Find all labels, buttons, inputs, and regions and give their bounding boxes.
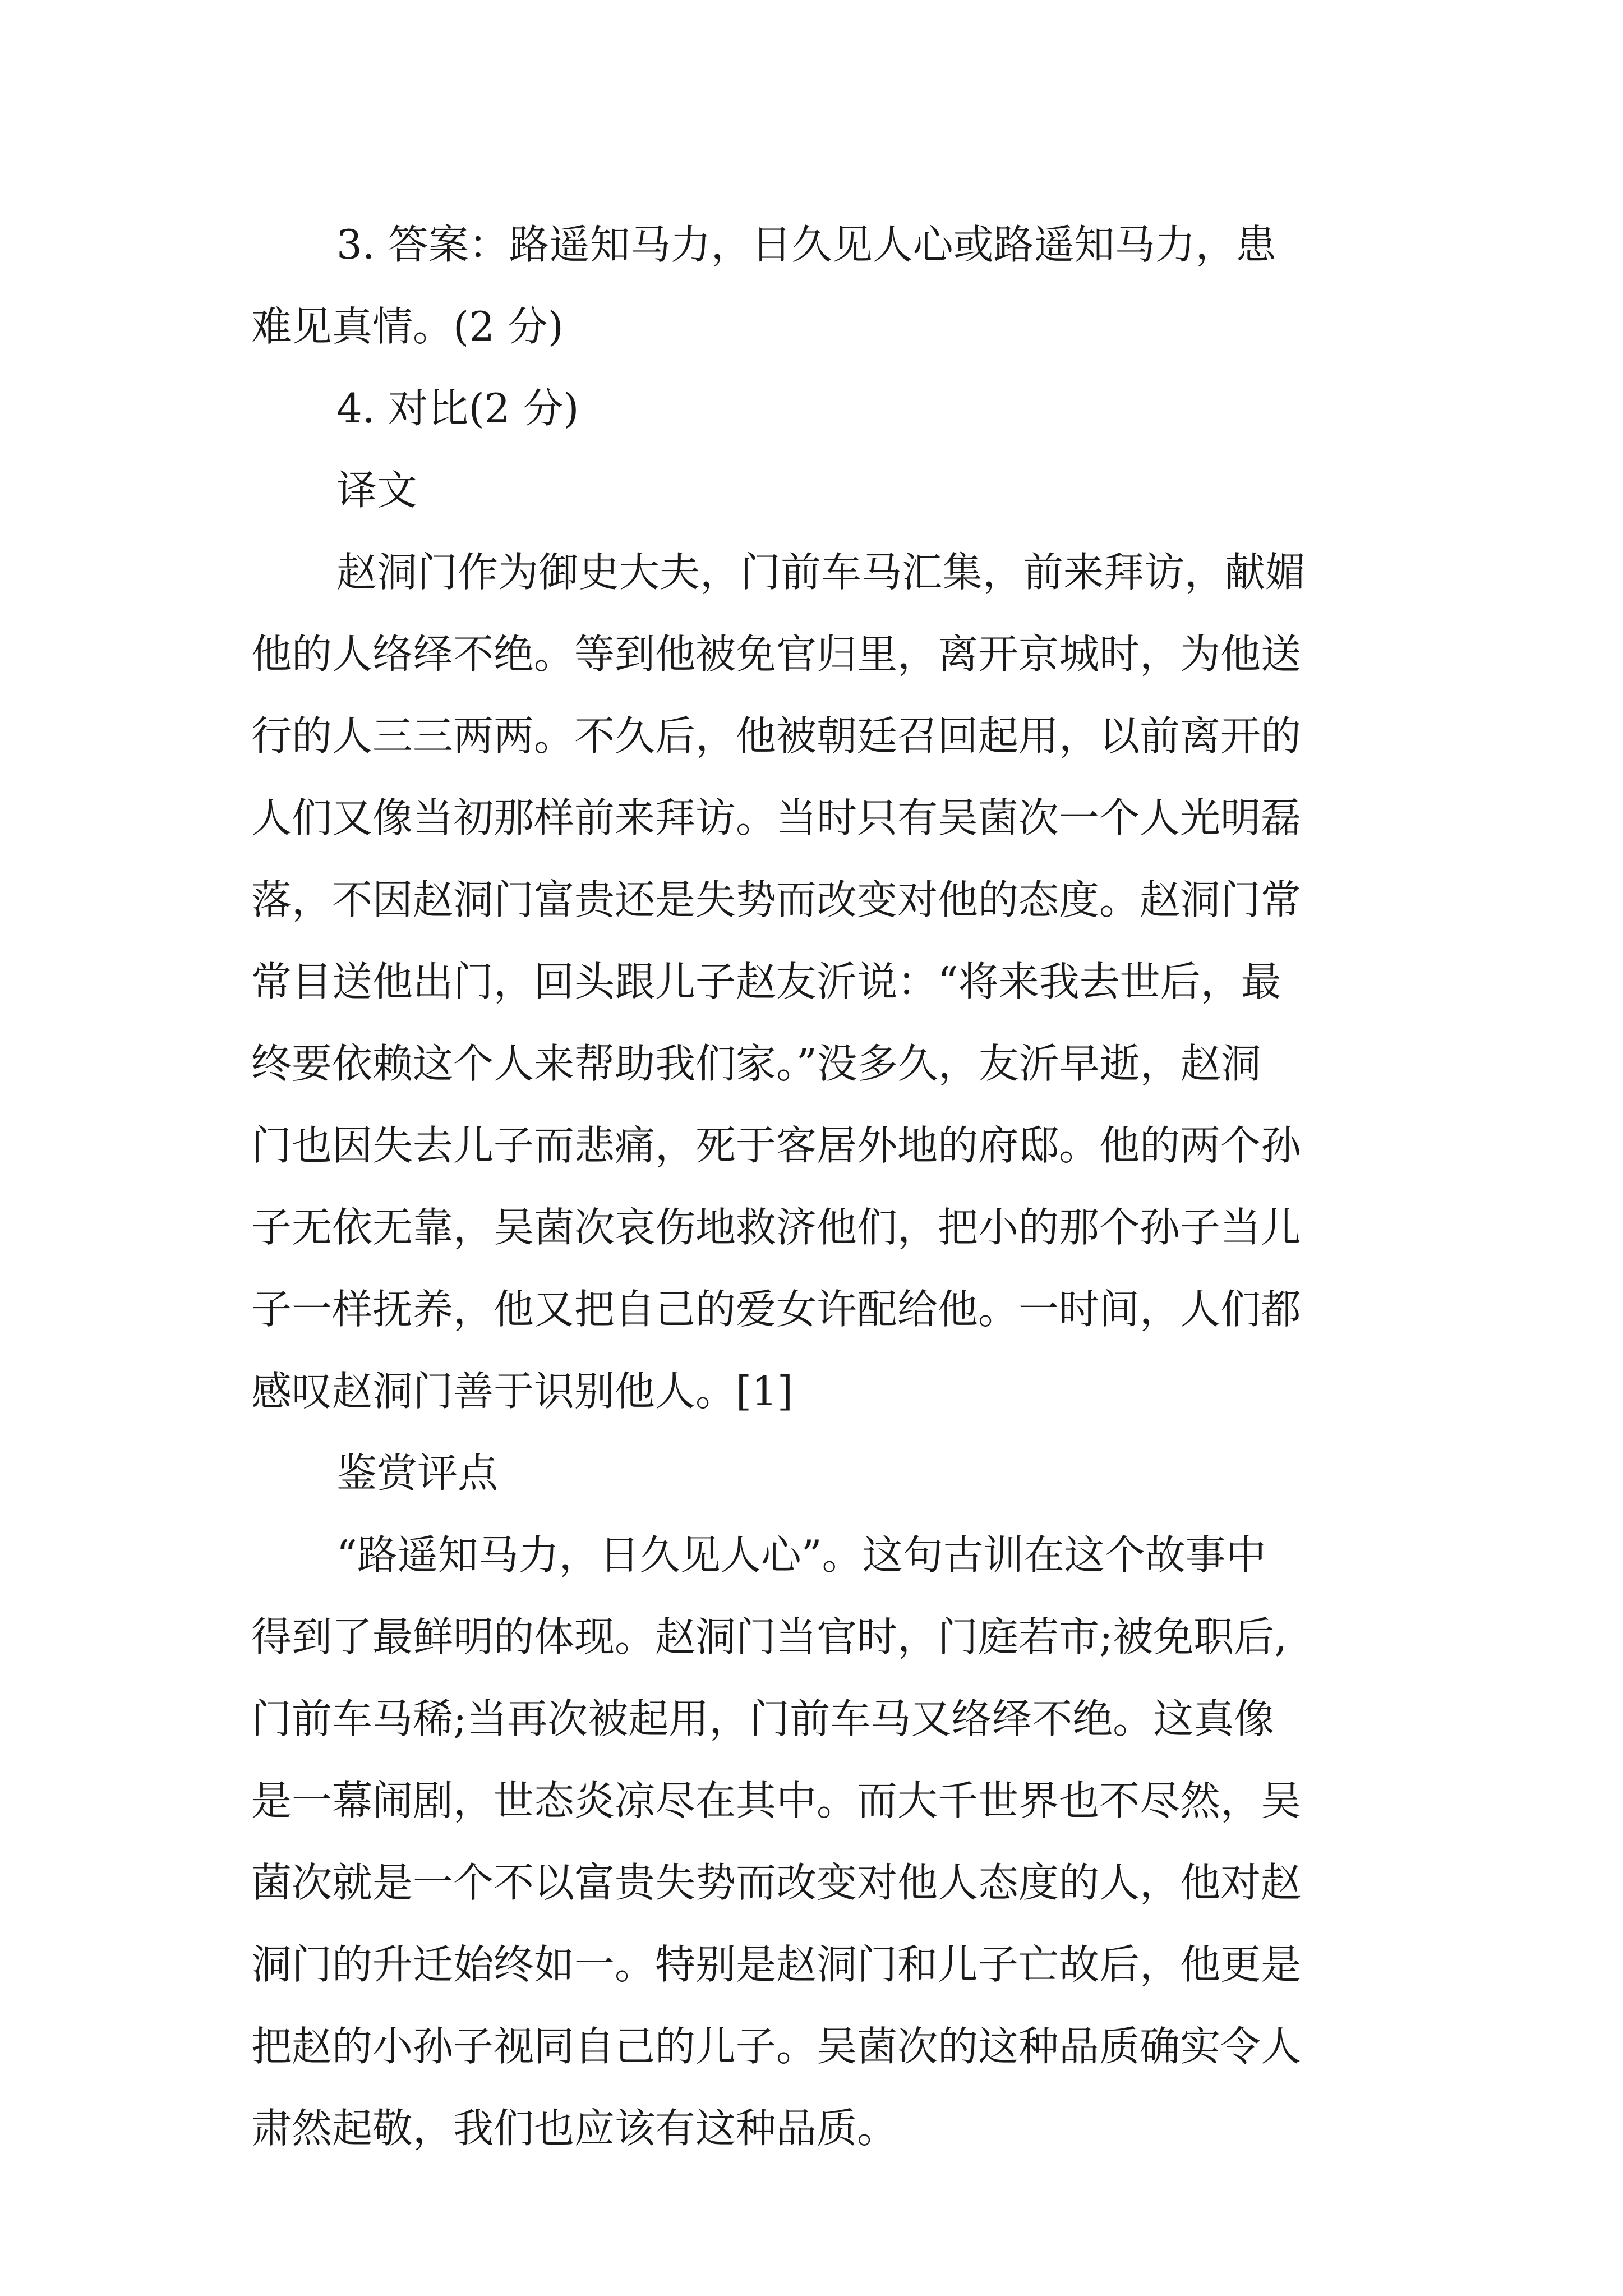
translation-line: 人们又像当初那样前来拜访。当时只有吴菌次一个人光明磊 [251,794,1302,841]
appreciation-line: 把赵的小孙子视同自己的儿子。吴菌次的这种品质确实令人 [251,2023,1302,2070]
translation-line: 子无依无靠，吴菌次哀伤地救济他们，把小的那个孙子当儿 [251,1204,1302,1251]
appreciation-line: 菌次就是一个不以富贵失势而改变对他人态度的人，他对赵 [251,1859,1302,1906]
answer-4: 4. 对比(2 分) [336,385,579,432]
appreciation-line: 得到了最鲜明的体现。赵洞门当官时，门庭若市;被免职后, [251,1613,1288,1660]
translation-heading: 译文 [336,467,418,514]
appreciation-line: 是一幕闹剧，世态炎凉尽在其中。而大千世界也不尽然，吴 [251,1777,1302,1824]
appreciation-line: “路遥知马力，日久见人心”。这句古训在这个故事中 [336,1531,1266,1579]
translation-line: 行的人三三两两。不久后，他被朝廷召回起用，以前离开的 [251,712,1302,760]
appreciation-line: 肃然起敬，我们也应该有这种品质。 [251,2105,898,2152]
translation-line: 终要依赖这个人来帮助我们家。”没多久，友沂早逝，赵洞 [251,1040,1261,1087]
appreciation-heading: 鉴赏评点 [336,1450,499,1497]
translation-line: 常目送他出门，回头跟儿子赵友沂说：“将来我去世后，最 [251,958,1281,1005]
translation-line: 感叹赵洞门善于识别他人。[1] [251,1368,793,1415]
translation-line: 落，不因赵洞门富贵还是失势而改变对他的态度。赵洞门常 [251,876,1302,923]
translation-line: 子一样抚养，他又把自己的爱女许配给他。一时间，人们都 [251,1286,1302,1333]
answer-3-line-2: 难见真情。(2 分) [251,303,564,350]
appreciation-line: 门前车马稀;当再次被起用，门前车马又络绎不绝。这真像 [251,1695,1275,1742]
appreciation-line: 洞门的升迁始终如一。特别是赵洞门和儿子亡故后，他更是 [251,1941,1302,1988]
translation-line: 门也因失去儿子而悲痛，死于客居外地的府邸。他的两个孙 [251,1122,1302,1169]
translation-line: 赵洞门作为御史大夫，门前车马汇集，前来拜访，献媚 [336,549,1306,596]
answer-3-line-1: 3. 答案：路遥知马力，日久见人心或路遥知马力，患 [336,221,1276,268]
translation-line: 他的人络绎不绝。等到他被免官归里，离开京城时，为他送 [251,631,1302,678]
